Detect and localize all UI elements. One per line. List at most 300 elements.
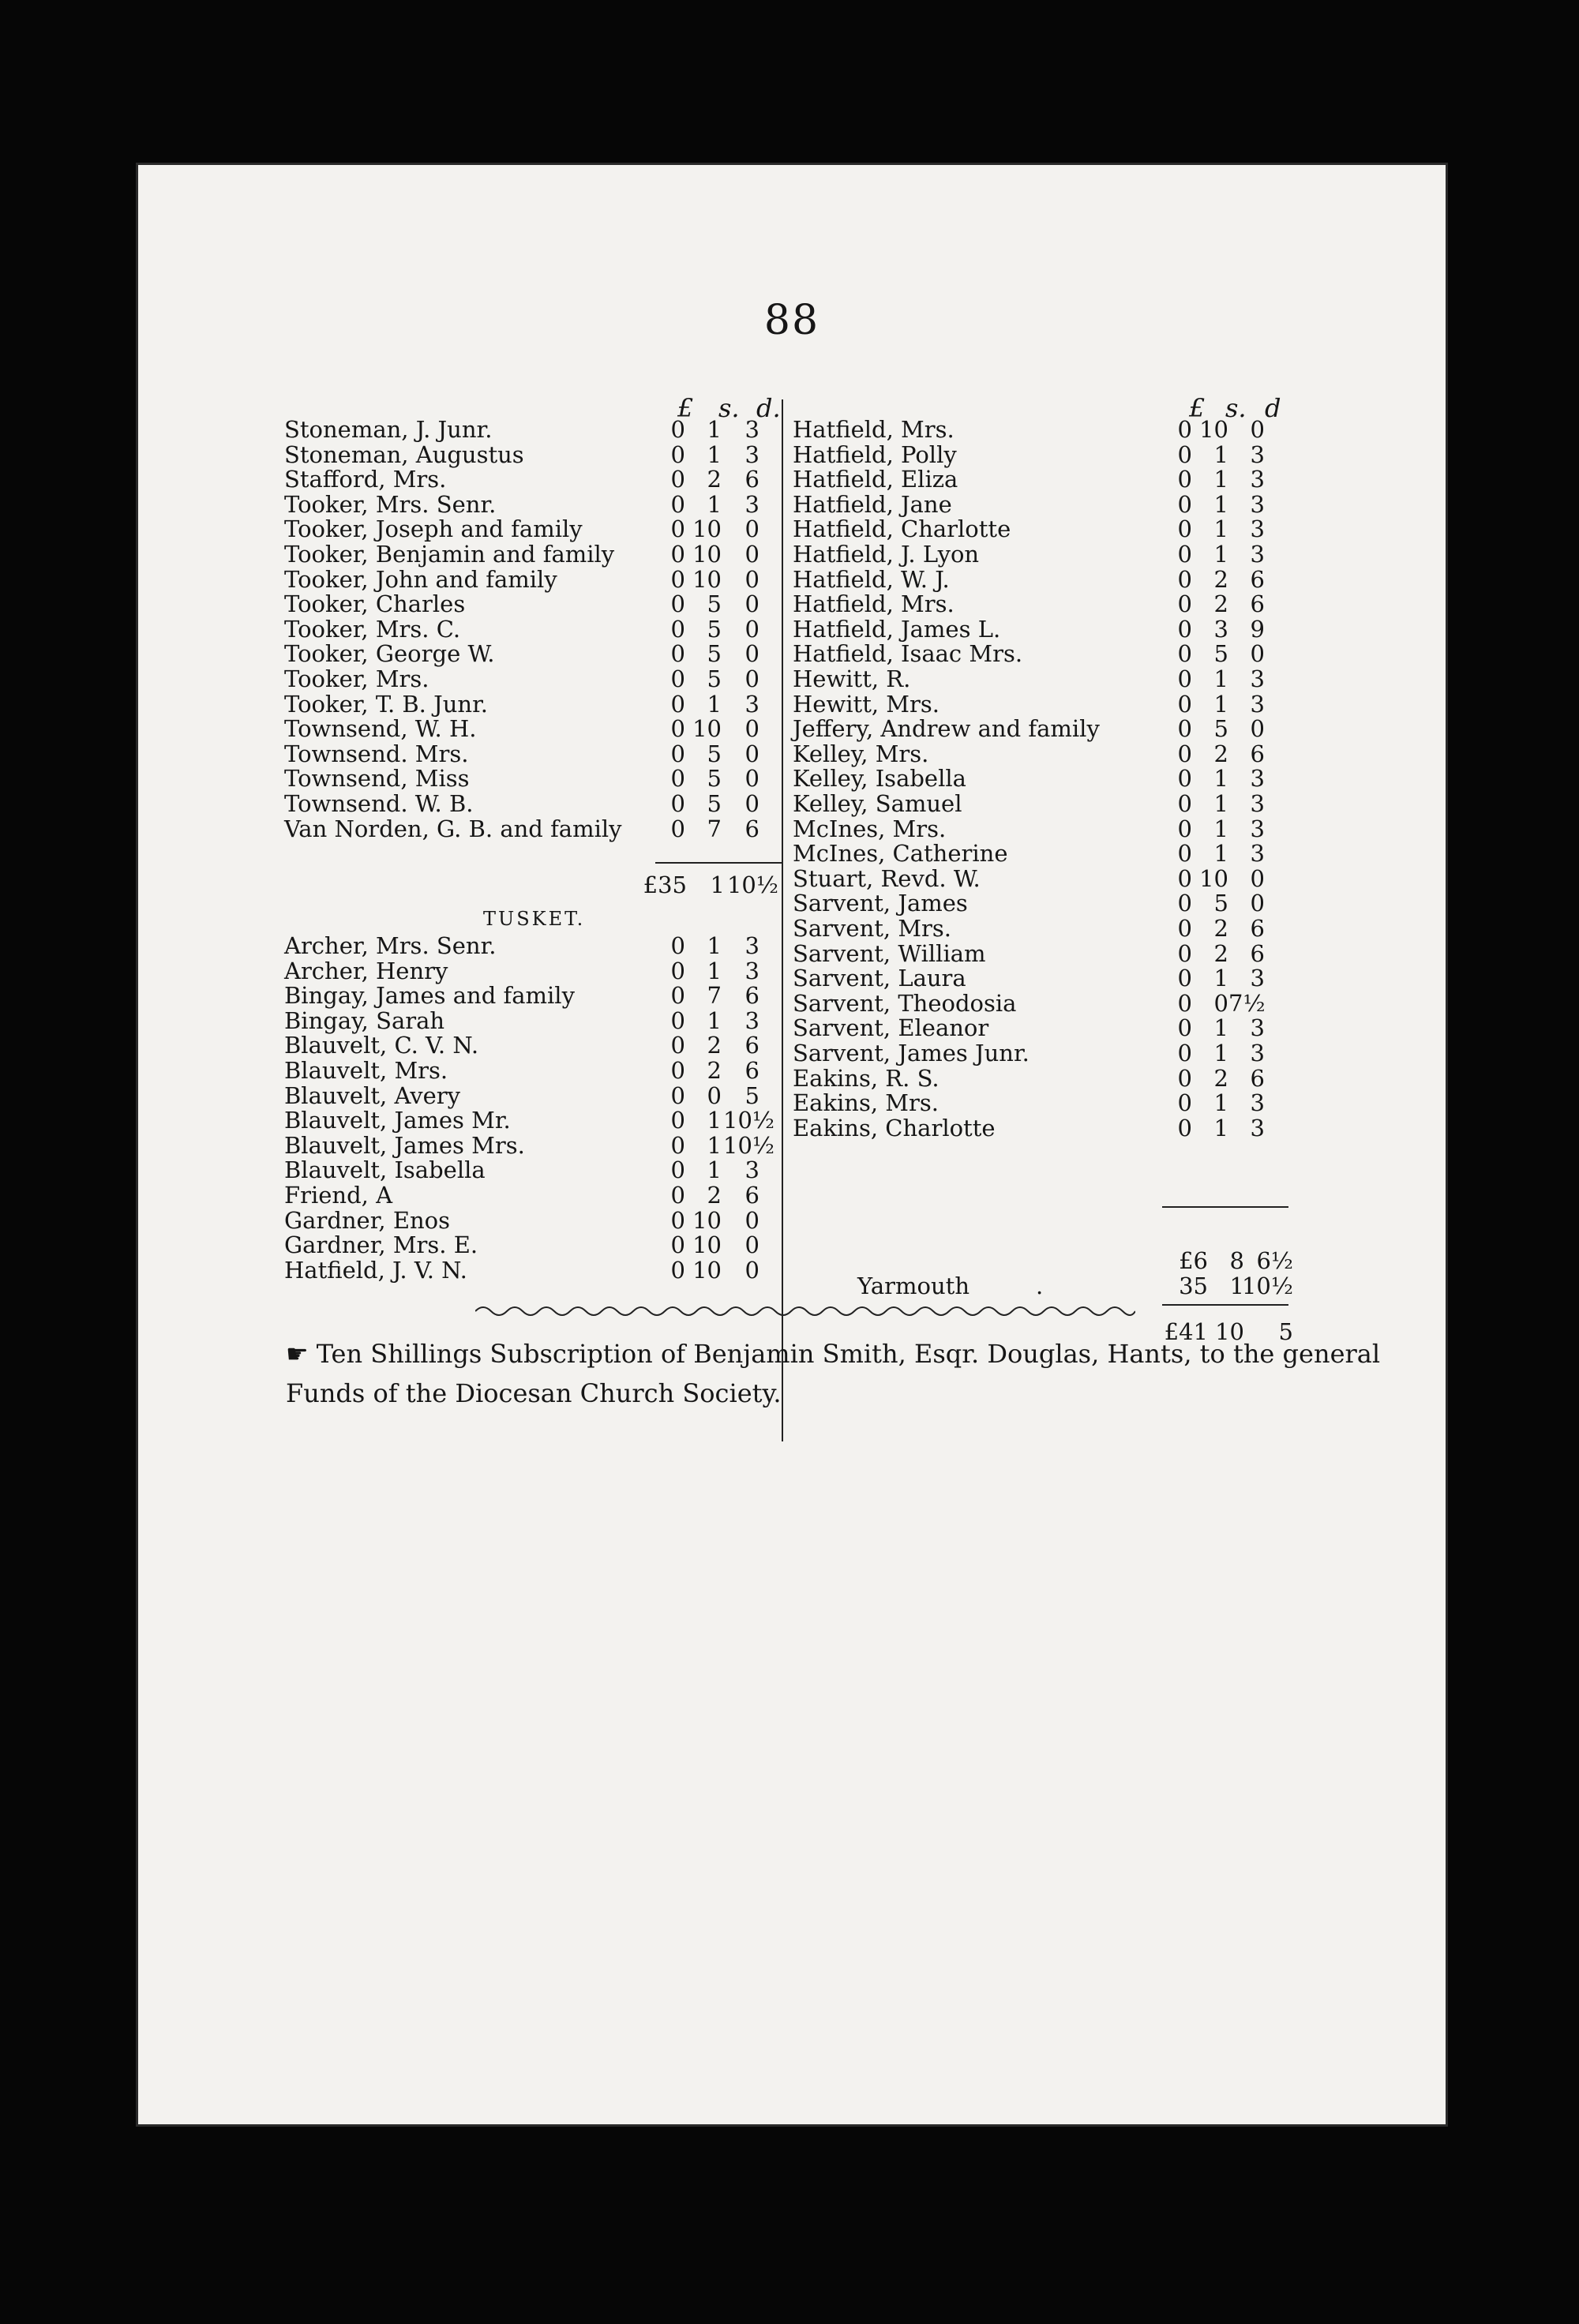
entry-pence: 0: [1250, 715, 1265, 743]
right-entry-row: [793, 741, 1268, 767]
entry-name: Kelley, Mrs.: [793, 740, 929, 767]
right-entry-row: [793, 941, 1268, 966]
left-entry-row: [284, 641, 763, 666]
entry-pounds: 0: [1177, 890, 1192, 917]
entry-pounds: 0: [1177, 840, 1192, 868]
left-entry-row: [284, 766, 763, 791]
entry-pence: 5: [744, 1081, 759, 1109]
entry-pounds: 0: [670, 957, 685, 984]
entry-pounds: 0: [670, 1107, 685, 1134]
entry-shillings: 1: [1213, 490, 1228, 518]
entry-pounds: 0: [670, 740, 685, 767]
entry-name: Townsend. Mrs.: [284, 740, 469, 767]
entry-pounds: 0: [670, 982, 685, 1010]
entry-pence: 6: [744, 1032, 759, 1059]
entry-pence: 0: [744, 1256, 759, 1284]
right-header-shillings: s.: [1225, 393, 1247, 423]
entry-name: Sarvent, William: [793, 939, 986, 967]
entry-shillings: 2: [1213, 1064, 1228, 1092]
entry-shillings: 2: [707, 466, 722, 493]
entry-pence: 3: [744, 690, 759, 718]
entry-pence: 6: [744, 1057, 759, 1084]
left-entry-row: [284, 617, 763, 642]
entry-shillings: 1: [1213, 965, 1228, 992]
left-entry-row: [284, 741, 763, 767]
left-entry-row: [284, 666, 763, 692]
entry-shillings: 5: [707, 640, 722, 668]
entry-pounds: 0: [1177, 939, 1192, 967]
entry-pounds: 0: [670, 466, 685, 493]
subscription-note: [286, 1334, 1407, 1413]
entry-pounds: 0: [670, 1231, 685, 1259]
entry-pence: 10½: [723, 1131, 775, 1159]
entry-pounds: 0: [670, 1006, 685, 1034]
entry-shillings: 1: [1213, 440, 1228, 468]
entry-pence: 0: [744, 765, 759, 793]
right-entry-row: [793, 591, 1268, 617]
entry-pounds: 0: [670, 440, 685, 468]
entry-name: Tooker, George W.: [284, 640, 495, 668]
entry-name: Hewitt, R.: [793, 665, 911, 692]
entry-name: Kelley, Samuel: [793, 790, 962, 817]
entry-shillings: 1: [1213, 665, 1228, 692]
entry-pounds: 0: [670, 1182, 685, 1209]
entry-name: Bingay, James and family: [284, 982, 575, 1010]
entry-shillings: 1: [1213, 466, 1228, 493]
entry-shillings: 5: [707, 765, 722, 793]
entry-shillings: 7: [707, 815, 722, 842]
entry-pence: 6: [1250, 740, 1265, 767]
left-total-shillings: 1: [710, 872, 725, 898]
entry-shillings: 2: [707, 1182, 722, 1209]
document-page: [136, 163, 1448, 2127]
entry-pence: 6: [744, 815, 759, 842]
right-subtotal-pounds: £6: [1179, 1247, 1208, 1274]
entry-name: Hatfield, Jane: [793, 490, 952, 518]
entry-shillings: 1: [1213, 1014, 1228, 1042]
entry-pence: 0: [744, 615, 759, 643]
yarmouth-shillings: 1: [1229, 1273, 1244, 1299]
entry-pence: 6: [1250, 1064, 1265, 1092]
right-entry-row: [793, 766, 1268, 791]
entry-name: Tooker, Benjamin and family: [284, 541, 615, 568]
entry-pence: 0: [744, 640, 759, 668]
entry-pence: 3: [1250, 690, 1265, 718]
entry-pounds: 0: [1177, 590, 1192, 618]
right-entry-row: [793, 816, 1268, 842]
entry-pounds: 0: [1177, 1114, 1192, 1141]
entry-pence: 9: [1250, 615, 1265, 643]
entry-name: Hatfield, James L.: [793, 615, 1001, 643]
left-entry-row: [284, 467, 763, 492]
entry-name: Townsend, W. H.: [284, 715, 477, 743]
entry-shillings: 2: [707, 1032, 722, 1059]
right-subtotal-pence: 6½: [1256, 1247, 1293, 1274]
yarmouth-dots: .: [1036, 1273, 1044, 1299]
right-entry-row: [793, 916, 1268, 941]
entry-name: Hatfield, J. V. N.: [284, 1256, 467, 1284]
yarmouth-label: Yarmouth: [857, 1273, 970, 1299]
entry-name: Sarvent, Mrs.: [793, 915, 951, 942]
right-entry-row: [793, 841, 1268, 866]
entry-name: Gardner, Enos: [284, 1206, 451, 1234]
entry-name: Blauvelt, James Mr.: [284, 1107, 511, 1134]
right-entry-row: [793, 890, 1268, 916]
grand-total-pence: 5: [1278, 1318, 1293, 1345]
entry-pounds: 0: [1177, 690, 1192, 718]
entry-shillings: 1: [1213, 541, 1228, 568]
entry-pence: 6: [744, 1182, 759, 1209]
entry-pounds: 0: [1177, 490, 1192, 518]
entry-pence: 3: [744, 490, 759, 518]
entry-pounds: 0: [670, 1131, 685, 1159]
right-entry-row: [793, 617, 1268, 642]
entry-shillings: 10: [692, 515, 722, 543]
entry-pounds: 0: [670, 565, 685, 593]
entry-pence: 3: [744, 440, 759, 468]
right-entry-row: [793, 417, 1268, 442]
tusket-entry-row: [284, 1083, 763, 1108]
entry-shillings: 1: [707, 1131, 722, 1159]
yarmouth-pence: 10½: [1241, 1273, 1293, 1299]
entry-shillings: 1: [707, 690, 722, 718]
entry-pence: 3: [1250, 965, 1265, 992]
entry-pence: 3: [1250, 541, 1265, 568]
right-entry-row: [793, 1066, 1268, 1091]
entry-pounds: 0: [670, 932, 685, 959]
right-entry-row: [793, 1115, 1268, 1141]
entry-pence: 3: [1250, 466, 1265, 493]
left-header-pounds: £: [677, 393, 694, 423]
entry-name: Hewitt, Mrs.: [793, 690, 940, 718]
tusket-entry-row: [284, 983, 763, 1008]
entry-name: Sarvent, Theodosia: [793, 989, 1017, 1017]
entry-name: Archer, Mrs. Senr.: [284, 932, 497, 959]
entry-name: Stuart, Revd. W.: [793, 864, 981, 892]
left-total-pounds: £35: [643, 872, 687, 898]
entry-pence: 6: [1250, 590, 1265, 618]
entry-pounds: 0: [670, 1032, 685, 1059]
tusket-entry-row: [284, 1157, 763, 1183]
right-subtotal-shillings: 8: [1229, 1247, 1244, 1274]
entry-pence: 3: [1250, 1089, 1265, 1117]
entry-pounds: 0: [670, 1081, 685, 1109]
entry-shillings: 5: [707, 665, 722, 692]
entry-shillings: 1: [1213, 815, 1228, 842]
entry-shillings: 2: [1213, 565, 1228, 593]
entry-pence: 7½: [1228, 989, 1266, 1017]
entry-name: Eakins, R. S.: [793, 1064, 940, 1092]
right-header-pounds: £: [1189, 393, 1206, 423]
grand-total-shillings: 10: [1215, 1318, 1244, 1345]
entry-shillings: 1: [1213, 1114, 1228, 1141]
entry-shillings: 0: [707, 1081, 722, 1109]
entry-name: Van Norden, G. B. and family: [284, 815, 622, 842]
entry-name: Jeffery, Andrew and family: [793, 715, 1100, 743]
entry-name: Hatfield, Charlotte: [793, 515, 1011, 543]
entry-name: Sarvent, James: [793, 890, 968, 917]
entry-shillings: 1: [707, 1006, 722, 1034]
entry-pounds: 0: [1177, 790, 1192, 817]
entry-shillings: 10: [692, 715, 722, 743]
entry-pence: 3: [744, 1156, 759, 1184]
right-entry-row: [793, 991, 1268, 1016]
entry-pence: 3: [1250, 815, 1265, 842]
entry-pence: 3: [1250, 1040, 1265, 1066]
entry-shillings: 1: [1213, 515, 1228, 543]
entry-shillings: 1: [707, 957, 722, 984]
entry-name: Bingay, Sarah: [284, 1006, 445, 1034]
entry-name: Hatfield, Mrs.: [793, 590, 955, 618]
left-entry-row: [284, 417, 763, 442]
entry-pence: 3: [744, 1006, 759, 1034]
right-header-pence: d: [1265, 393, 1281, 423]
entry-shillings: 1: [707, 932, 722, 959]
entry-pounds: 0: [670, 541, 685, 568]
entry-name: Blauvelt, Avery: [284, 1081, 461, 1109]
entry-name: Stafford, Mrs.: [284, 466, 447, 493]
entry-shillings: 10: [1199, 416, 1228, 443]
entry-shillings: 5: [707, 615, 722, 643]
entry-shillings: 10: [692, 1231, 722, 1259]
entry-shillings: 5: [1213, 715, 1228, 743]
entry-name: Hatfield, Polly: [793, 440, 957, 468]
entry-pence: 0: [744, 1206, 759, 1234]
entry-shillings: 2: [1213, 939, 1228, 967]
entry-pounds: 0: [670, 690, 685, 718]
left-header-shillings: s.: [718, 393, 740, 423]
entry-pence: 6: [744, 466, 759, 493]
entry-pounds: 0: [1177, 640, 1192, 668]
column-divider: [782, 399, 783, 1441]
entry-pounds: 0: [1177, 541, 1192, 568]
entry-name: Tooker, Mrs.: [284, 665, 429, 692]
entry-pence: 0: [744, 1231, 759, 1259]
entry-name: Tooker, Charles: [284, 590, 466, 618]
tusket-entry-row: [284, 958, 763, 984]
entry-shillings: 2: [1213, 590, 1228, 618]
entry-pounds: 0: [670, 665, 685, 692]
right-entry-row: [793, 492, 1268, 517]
entry-shillings: 3: [1213, 615, 1228, 643]
right-subtotal-rule: [1162, 1206, 1288, 1208]
entry-pence: 0: [1250, 416, 1265, 443]
entry-pounds: 0: [670, 416, 685, 443]
left-total-rule: [655, 862, 782, 864]
left-entry-row: [284, 692, 763, 717]
entry-shillings: 0: [1213, 989, 1228, 1017]
entry-pence: 3: [744, 957, 759, 984]
entry-name: Hatfield, W. J.: [793, 565, 950, 593]
page-number: 88: [763, 297, 820, 344]
entry-pounds: 0: [1177, 740, 1192, 767]
entry-name: Sarvent, James Junr.: [793, 1040, 1030, 1066]
entry-pence: 6: [1250, 565, 1265, 593]
entry-shillings: 1: [1213, 1040, 1228, 1066]
grand-total-rule: [1162, 1304, 1288, 1306]
left-entry-row: [284, 791, 763, 816]
right-entry-row: [793, 1090, 1268, 1115]
entry-name: Hatfield, Eliza: [793, 466, 958, 493]
entry-pence: 0: [1250, 640, 1265, 668]
entry-shillings: 7: [707, 982, 722, 1010]
entry-pence: 0: [744, 565, 759, 593]
tusket-entry-row: [284, 1058, 763, 1083]
entry-shillings: 5: [1213, 890, 1228, 917]
pointing-hand-icon: ☛: [286, 1339, 309, 1369]
entry-shillings: 1: [707, 416, 722, 443]
grand-total-pounds: £41: [1164, 1318, 1208, 1345]
entry-shillings: 1: [1213, 790, 1228, 817]
entry-shillings: 10: [692, 1206, 722, 1234]
entry-pounds: 0: [1177, 815, 1192, 842]
tusket-entry-row: [284, 1131, 775, 1159]
wavy-separator: [475, 1299, 1135, 1323]
right-entry-row: [793, 965, 1268, 991]
entry-pounds: 0: [1177, 1089, 1192, 1117]
entry-pence: 3: [744, 932, 759, 959]
right-entry-row: [793, 567, 1268, 592]
right-entry-row: [793, 1040, 1268, 1066]
entry-pence: 3: [1250, 515, 1265, 543]
left-entry-row: [284, 567, 763, 592]
entry-shillings: 2: [1213, 915, 1228, 942]
entry-pence: 3: [1250, 790, 1265, 817]
entry-pence: 3: [744, 416, 759, 443]
entry-name: Hatfield, Mrs.: [793, 416, 955, 443]
entry-name: Hatfield, J. Lyon: [793, 541, 980, 568]
entry-shillings: 5: [1213, 640, 1228, 668]
tusket-entry-row: [284, 1008, 763, 1033]
subscription-note-text: Ten Shillings Subscription of Benjamin Smith, Esqr. Douglas, Hants, to the general Funds of the Diocesan Church Society.: [286, 1339, 1381, 1408]
entry-pounds: 0: [670, 490, 685, 518]
entry-name: Blauvelt, Isabella: [284, 1156, 486, 1184]
entry-pounds: 0: [670, 1156, 685, 1184]
entry-pounds: 0: [1177, 565, 1192, 593]
entry-name: McInes, Mrs.: [793, 815, 947, 842]
entry-pence: 0: [744, 515, 759, 543]
right-entry-row: [793, 791, 1268, 816]
tusket-entry-row: [284, 933, 763, 958]
left-entry-row: [284, 591, 763, 617]
entry-pounds: 0: [670, 815, 685, 842]
left-entry-row: [284, 516, 763, 542]
entry-name: Eakins, Charlotte: [793, 1114, 996, 1141]
entry-pounds: 0: [670, 1057, 685, 1084]
entry-shillings: 10: [1199, 864, 1228, 892]
entry-pence: 0: [1250, 890, 1265, 917]
entry-pence: 6: [1250, 915, 1265, 942]
entry-pence: 0: [744, 715, 759, 743]
entry-name: Hatfield, Isaac Mrs.: [793, 640, 1023, 668]
entry-pounds: 0: [1177, 1014, 1192, 1042]
entry-pence: 0: [744, 665, 759, 692]
left-total-pence: 10½: [726, 872, 778, 898]
right-entry-row: [793, 442, 1268, 467]
entry-name: Blauvelt, Mrs.: [284, 1057, 448, 1084]
entry-shillings: 2: [707, 1057, 722, 1084]
entry-pounds: 0: [1177, 715, 1192, 743]
entry-name: Tooker, Mrs. C.: [284, 615, 461, 643]
entry-pounds: 0: [670, 790, 685, 817]
entry-pence: 0: [1250, 864, 1265, 892]
entry-shillings: 10: [692, 541, 722, 568]
entry-pence: 0: [744, 790, 759, 817]
entry-pounds: 0: [670, 765, 685, 793]
entry-pounds: 0: [1177, 440, 1192, 468]
entry-name: Gardner, Mrs. E.: [284, 1231, 478, 1259]
tusket-entry-row: [284, 1208, 763, 1233]
entry-pounds: 0: [1177, 864, 1192, 892]
entry-shillings: 5: [707, 790, 722, 817]
entry-name: Sarvent, Eleanor: [793, 1014, 989, 1042]
right-entry-row: [793, 641, 1268, 666]
entry-pounds: 0: [670, 715, 685, 743]
tusket-entry-row: [284, 1232, 763, 1258]
entry-pounds: 0: [670, 1256, 685, 1284]
entry-shillings: 5: [707, 740, 722, 767]
entry-pounds: 0: [670, 1206, 685, 1234]
left-entry-row: [284, 492, 763, 517]
left-entry-row: [284, 716, 763, 741]
left-header-pence: d.: [756, 393, 781, 423]
entry-pence: 3: [1250, 1014, 1265, 1042]
entry-name: Sarvent, Laura: [793, 965, 966, 992]
entry-pence: 3: [1250, 1114, 1265, 1141]
entry-pounds: 0: [1177, 1040, 1192, 1066]
tusket-entry-row: [284, 1107, 775, 1134]
entry-pounds: 0: [1177, 1064, 1192, 1092]
entry-pence: 3: [1250, 765, 1265, 793]
tusket-entry-row: [284, 1258, 763, 1283]
entry-pounds: 0: [1177, 416, 1192, 443]
entry-pence: 10½: [723, 1107, 775, 1134]
entry-pounds: 0: [670, 640, 685, 668]
entry-shillings: 5: [707, 590, 722, 618]
entry-shillings: 1: [707, 440, 722, 468]
entry-shillings: 1: [1213, 690, 1228, 718]
entry-pounds: 0: [1177, 665, 1192, 692]
tusket-entry-row: [284, 1033, 763, 1058]
right-entry-row: [793, 692, 1268, 717]
right-entry-row: [793, 516, 1268, 542]
entry-shillings: 1: [707, 490, 722, 518]
entry-name: Stoneman, Augustus: [284, 440, 524, 468]
entry-name: Townsend. W. B.: [284, 790, 474, 817]
right-entry-row: [793, 866, 1268, 891]
entry-shillings: 1: [707, 1156, 722, 1184]
entry-shillings: 2: [1213, 740, 1228, 767]
entry-name: Tooker, John and family: [284, 565, 557, 593]
entry-pounds: 0: [1177, 615, 1192, 643]
entry-pounds: 0: [1177, 515, 1192, 543]
section-title-tusket: TUSKET.: [483, 908, 586, 930]
entry-shillings: 1: [1213, 1089, 1228, 1117]
entry-name: McInes, Catherine: [793, 840, 1008, 868]
entry-pence: 3: [1250, 840, 1265, 868]
entry-shillings: 1: [1213, 840, 1228, 868]
left-entry-row: [284, 542, 763, 567]
entry-pounds: 0: [1177, 765, 1192, 793]
entry-name: Archer, Henry: [284, 957, 448, 984]
entry-name: Kelley, Isabella: [793, 765, 966, 793]
entry-name: Tooker, Joseph and family: [284, 515, 583, 543]
right-entry-row: [793, 666, 1268, 692]
entry-pence: 6: [1250, 939, 1265, 967]
left-entry-row: [284, 442, 763, 467]
entry-shillings: 1: [707, 1107, 722, 1134]
entry-pence: 3: [1250, 665, 1265, 692]
